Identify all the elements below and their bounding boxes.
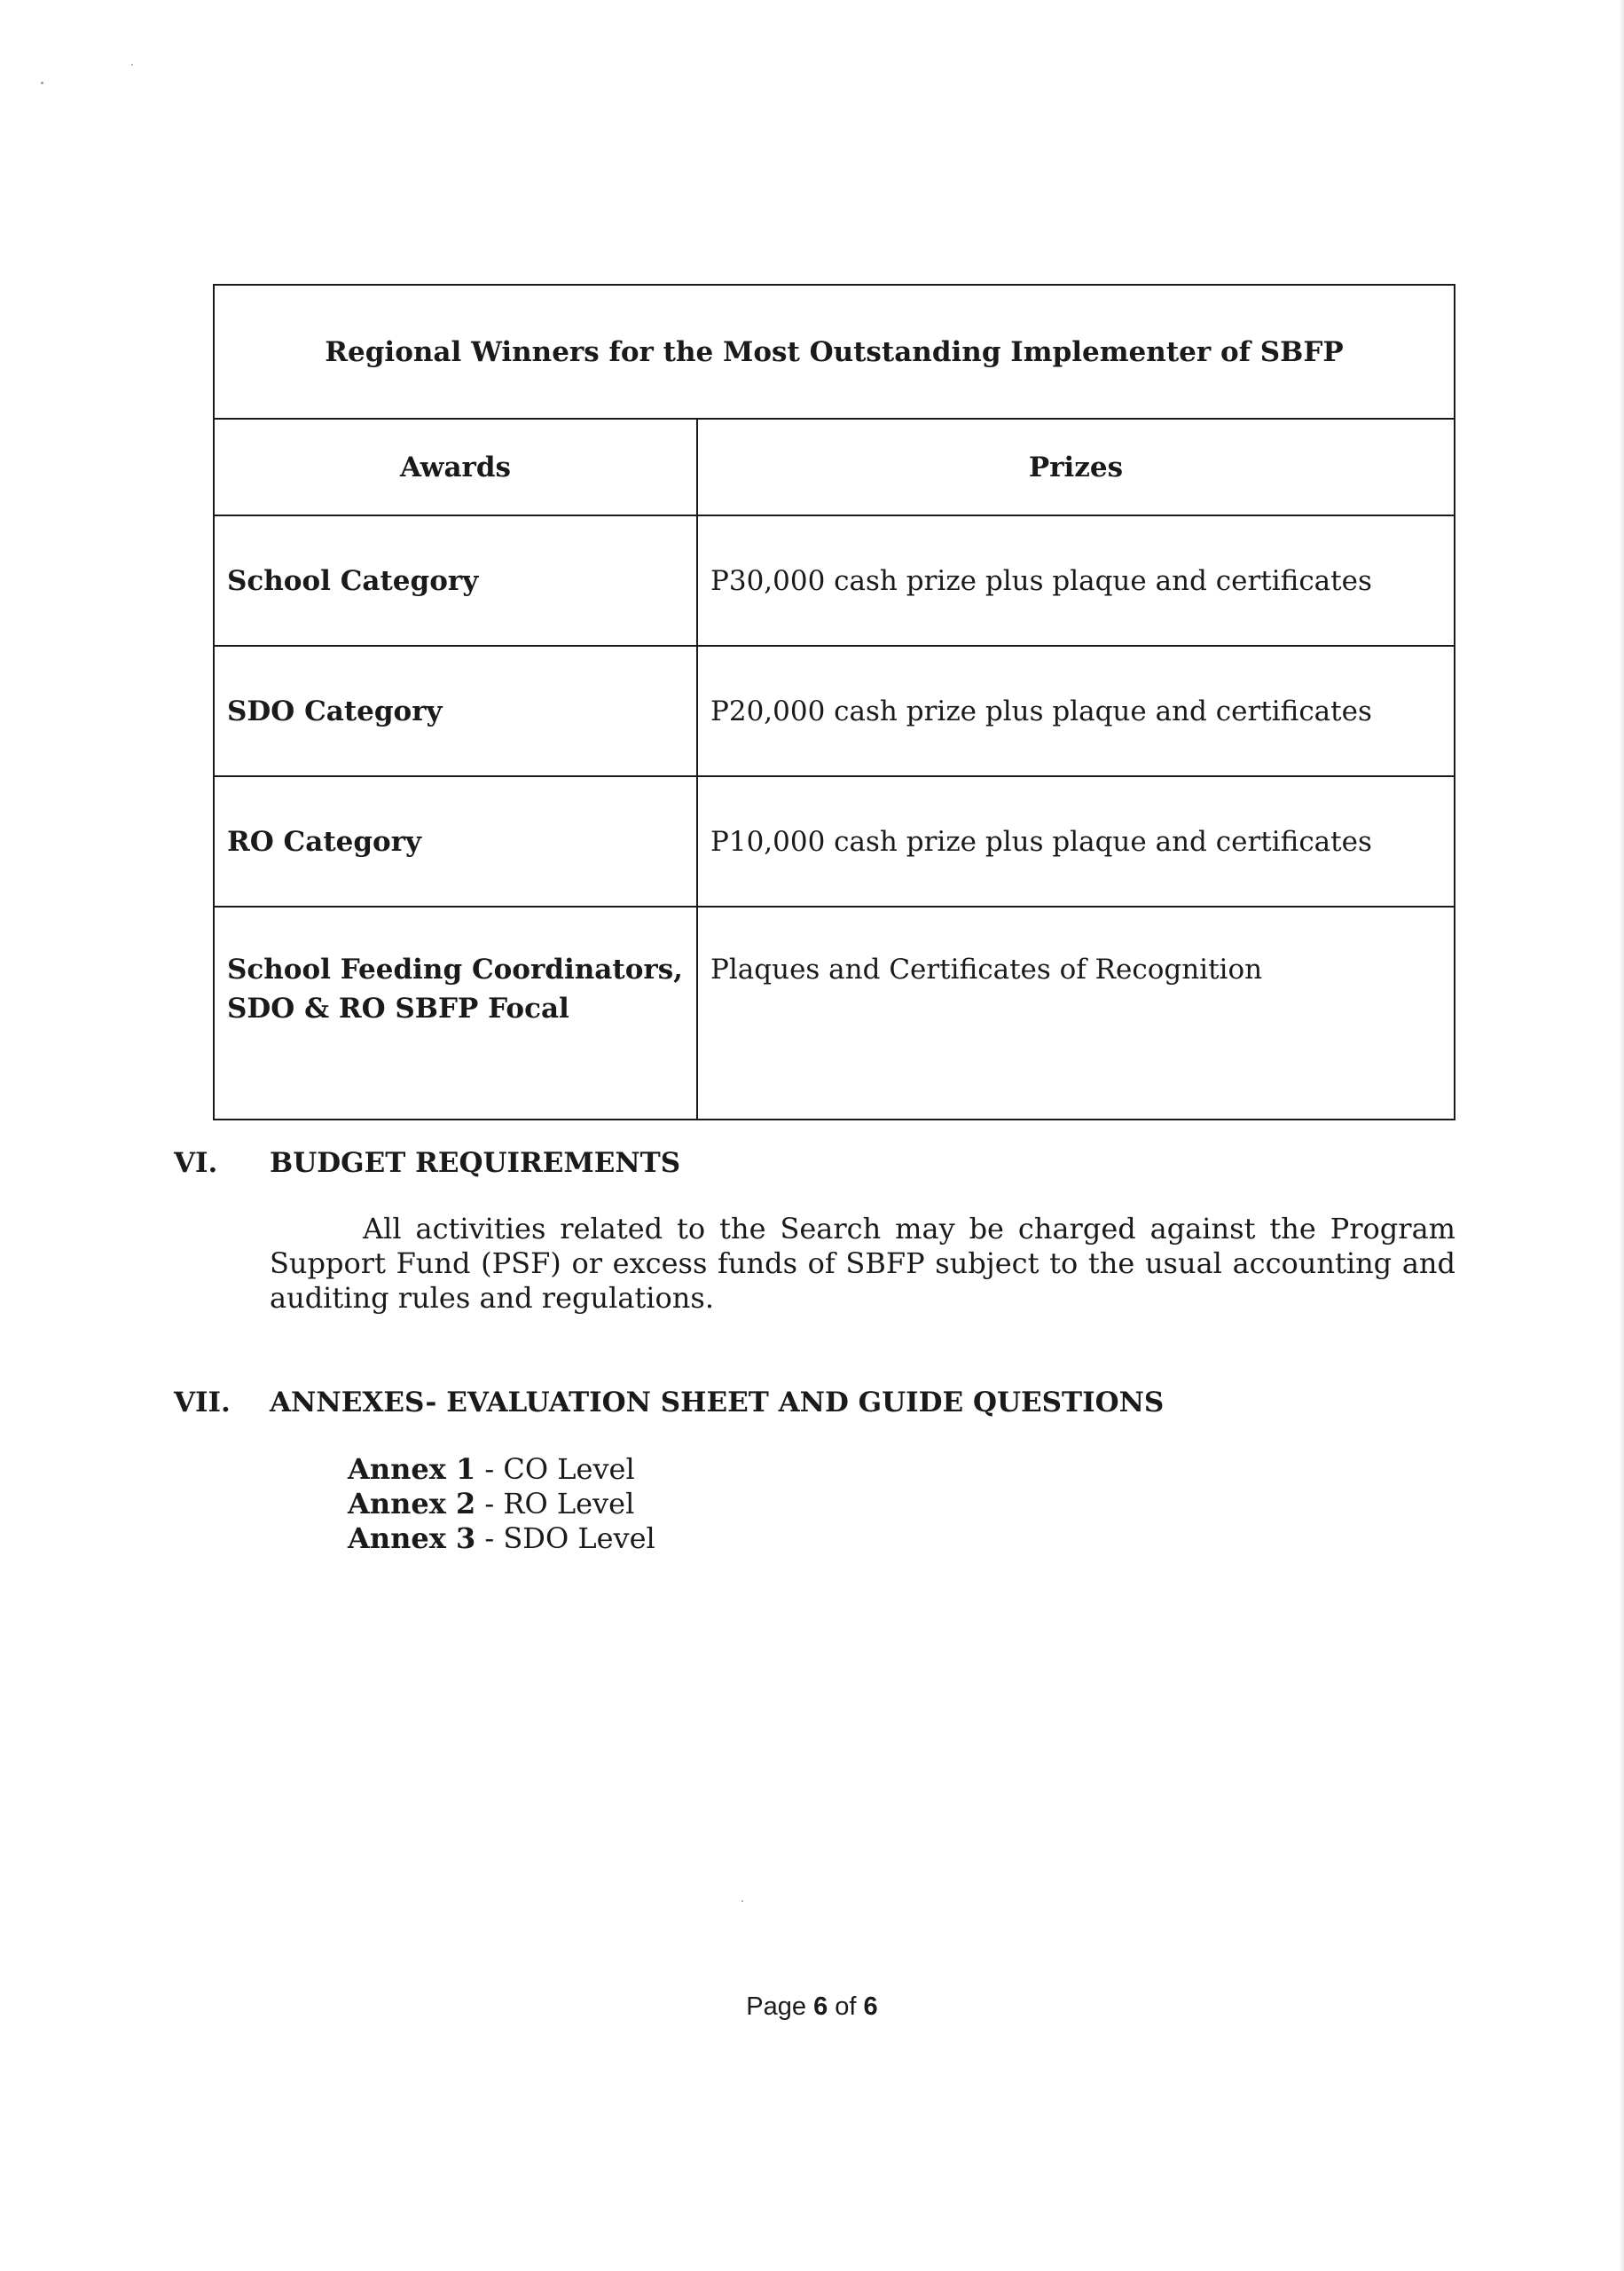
table-row (214, 646, 1455, 776)
prize-cell: P20,000 cash prize plus plaque and certificates (697, 646, 1455, 776)
annex-separator: - (475, 1521, 504, 1555)
award-cell (214, 907, 697, 1120)
section-heading: BUDGET REQUIREMENTS (270, 1147, 681, 1179)
list-item (348, 1521, 655, 1556)
annex-level: SDO Level (503, 1521, 655, 1555)
list-item (348, 1452, 655, 1487)
section-number: VI. (174, 1147, 218, 1179)
list-item (348, 1487, 655, 1521)
prize-cell: Plaques and Certificates of Recognition (697, 907, 1455, 1120)
table-title: Regional Winners for the Most Outstanding Implementer of SBFP (214, 285, 1455, 419)
table-row (214, 907, 1455, 1120)
section-paragraph: All activities related to the Search may be charged against the Program Support Fund (PSF) or excess funds of SBFP subject to the usual accounting and auditing rules and regulations. (270, 1212, 1455, 1315)
annex-level: RO Level (503, 1487, 635, 1521)
section-heading: ANNEXES- EVALUATION SHEET AND GUIDE QUESTIONS (270, 1387, 1165, 1418)
table-row (214, 776, 1455, 907)
annex-separator: - (475, 1452, 504, 1486)
award-cell: SDO Category (214, 646, 697, 776)
page-edge (1619, 0, 1624, 2271)
page-label: Page (746, 1992, 807, 2021)
section-annexes (174, 1387, 1455, 1564)
awards-table (213, 284, 1455, 1120)
award-line: School Feeding Coordinators, (227, 954, 683, 986)
award-cell: School Category (214, 515, 697, 646)
scan-speck (41, 82, 43, 84)
annex-list (348, 1452, 655, 1556)
column-header-awards: Awards (214, 419, 697, 515)
annex-level: CO Level (503, 1452, 635, 1486)
column-header-prizes: Prizes (697, 419, 1455, 515)
table-header-row (214, 419, 1455, 515)
award-line: SDO & RO SBFP Focal (227, 993, 569, 1025)
prize-cell: P30,000 cash prize plus plaque and certificates (697, 515, 1455, 646)
page-current: 6 (813, 1992, 828, 2021)
page-of: of (835, 1992, 857, 2021)
section-number: VII. (174, 1387, 231, 1418)
prize-cell: P10,000 cash prize plus plaque and certificates (697, 776, 1455, 907)
table-title-row (214, 285, 1455, 419)
award-cell: RO Category (214, 776, 697, 907)
annex-label: Annex 2 (348, 1487, 476, 1521)
annex-label: Annex 3 (348, 1521, 476, 1555)
scan-speck (131, 64, 133, 66)
table-row (214, 515, 1455, 646)
scan-speck (741, 1900, 743, 1902)
section-budget-requirements (174, 1147, 1455, 1324)
annex-separator: - (475, 1487, 504, 1521)
annex-label: Annex 1 (348, 1452, 476, 1486)
page-total: 6 (863, 1992, 878, 2021)
page-footer (0, 1992, 1624, 2022)
